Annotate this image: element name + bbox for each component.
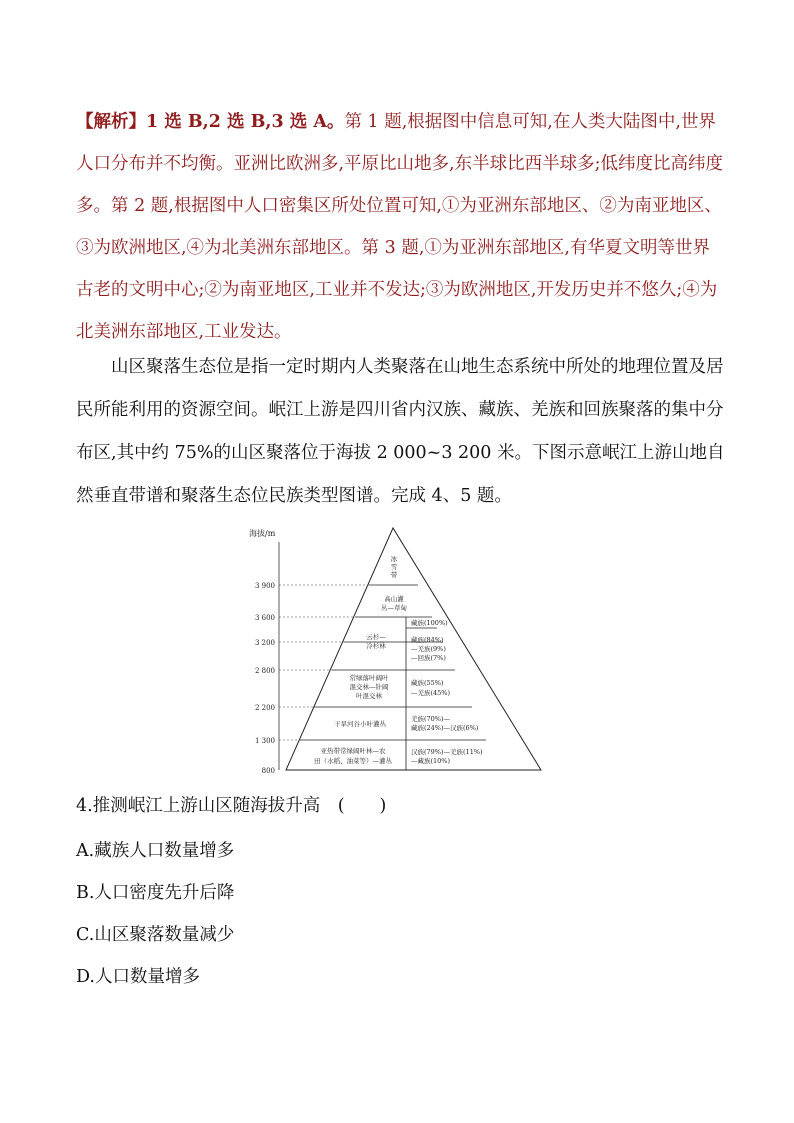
zone-boundaries bbox=[300, 585, 486, 770]
veg-label: 叶混交林 bbox=[356, 692, 382, 700]
ethnic-label: —藏族(10%) bbox=[411, 757, 451, 765]
ethnic-label: 藏族(55%) bbox=[411, 679, 444, 687]
option-a[interactable]: A.藏族人口数量增多 bbox=[76, 841, 235, 861]
vegetation-labels bbox=[314, 554, 408, 765]
ethnic-label: —羌族(45%) bbox=[411, 689, 451, 697]
option-b[interactable]: B.人口密度先升后降 bbox=[76, 883, 235, 903]
tick-label: 2 200 bbox=[254, 704, 275, 712]
veg-label: 混交林—针阔 bbox=[349, 683, 389, 691]
ethnic-label: 汉族(79%)—羌族(11%) bbox=[411, 748, 483, 756]
vertical-zone-diagram bbox=[245, 522, 545, 777]
veg-label: 常绿落叶阔叶 bbox=[349, 674, 389, 682]
tick-label: 1 300 bbox=[254, 737, 275, 745]
ethnic-label: 藏族(84%) bbox=[411, 636, 444, 644]
tick-label: 3 600 bbox=[254, 614, 275, 622]
veg-label: 雪 bbox=[390, 563, 398, 571]
veg-label: 亚热带常绿阔叶林—农 bbox=[320, 747, 386, 755]
ethnic-label: 羌族(70%)— bbox=[411, 715, 451, 723]
analysis-section bbox=[76, 101, 726, 353]
veg-label: 冷杉林 bbox=[366, 642, 386, 650]
veg-label: 带 bbox=[390, 571, 398, 579]
ethnic-labels bbox=[411, 618, 483, 765]
option-c[interactable]: C.山区聚落数量减少 bbox=[76, 925, 235, 945]
ethnic-label: —羌族(9%) bbox=[411, 645, 446, 653]
veg-label: 冰 bbox=[390, 555, 398, 563]
axis-title: 海拔/m bbox=[249, 529, 276, 538]
tick-label: 2 800 bbox=[254, 667, 275, 675]
veg-label: 田（水稻、油菜等）—灌丛 bbox=[314, 757, 392, 765]
ethnic-label: —回族(7%) bbox=[411, 654, 446, 662]
analysis-body: 第 1 题,根据图中信息可知,在人类大陆图中,世界人口分布并不均衡。亚洲比欧洲多,平原比山地多,东半球比西半球多;低纬度比高纬度多。第 2 题,根据图中人口密集区所处位置可知,①为亚洲东部地区、②为南亚地区、③为欧洲地区,④为北美洲东部地区。第 3 题,①为亚洲东部地区,有华夏文明等世界古老的文明中心;②为南亚地区,工业并不发达;③为欧洲地区,开发历史并不悠久;④为北美洲东部地区,工业发达。 bbox=[76, 112, 724, 342]
veg-label: 云杉— bbox=[366, 633, 386, 641]
tick-labels bbox=[255, 582, 275, 775]
intro-section bbox=[76, 346, 726, 518]
veg-label: 高山灌 bbox=[384, 595, 404, 603]
analysis-tag: 【解析】 bbox=[76, 112, 146, 132]
tick-label: 800 bbox=[261, 767, 275, 775]
analysis-answer: 1 选 B,2 选 B,3 选 A。 bbox=[146, 112, 345, 132]
question-stem: 4.推测岷江上游山区随海拔升高 ( ) bbox=[76, 796, 387, 816]
ethnic-label: 藏族(24%)—汉族(6%) bbox=[411, 724, 479, 732]
intro-paragraph: 山区聚落生态位是指一定时期内人类聚落在山地生态系统中所处的地理位置及居民所能利用的资源空间。岷江上游是四川省内汉族、藏族、羌族和回族聚落的集中分布区,其中约 75%的山区聚落位于海拔 2 000~3 200 米。下图示意岷江上游山地自然垂直带谱和聚落生态位民族类型图谱。完成 4、5 题。 bbox=[76, 357, 725, 506]
diagram-svg bbox=[245, 522, 545, 777]
veg-label: 丛—草甸 bbox=[381, 604, 407, 612]
option-d[interactable]: D.人口数量增多 bbox=[76, 967, 200, 987]
veg-label: 干旱河谷小叶灌丛 bbox=[334, 720, 386, 728]
tick-lines bbox=[279, 585, 369, 740]
tick-label: 3 200 bbox=[254, 639, 275, 647]
question-4 bbox=[76, 786, 726, 998]
ethnic-label: 藏族(100%) bbox=[411, 619, 448, 627]
tick-label: 3 900 bbox=[254, 582, 275, 590]
